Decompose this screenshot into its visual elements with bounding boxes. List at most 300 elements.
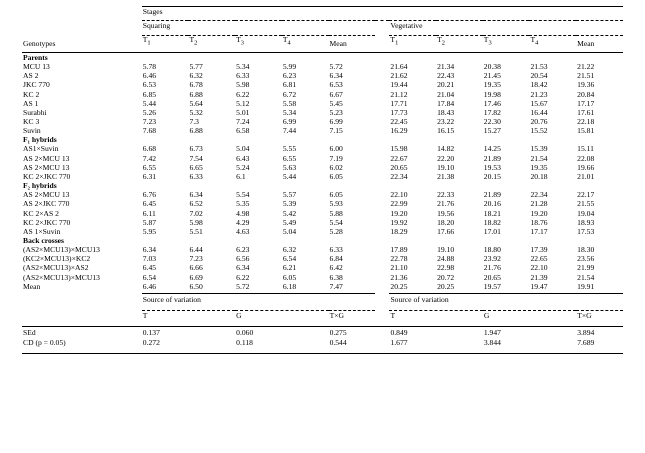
gap-cell bbox=[375, 172, 389, 181]
genotype-name: (AS2×MCU13)×MCU13 bbox=[23, 245, 100, 255]
cell-squaring: 5.44 bbox=[282, 171, 297, 181]
cell-squaring: 5.34 bbox=[236, 62, 250, 72]
cell-vegetative: 22.10 bbox=[530, 263, 548, 273]
cell-vegetative: 22.67 bbox=[390, 153, 408, 163]
cell-squaring: 6.50 bbox=[189, 281, 203, 291]
gap-cell bbox=[375, 163, 389, 172]
cell-vegetative: 21.64 bbox=[390, 62, 408, 72]
cell-vegetative: 17.89 bbox=[390, 245, 408, 255]
cell-vegetative: 19.10 bbox=[437, 162, 455, 172]
gap-cell bbox=[375, 127, 389, 136]
cell-vegetative: 18.42 bbox=[530, 80, 548, 90]
col-header-text: T bbox=[282, 35, 288, 45]
gap-cell bbox=[375, 246, 389, 255]
cell-vegetative: 21.55 bbox=[577, 199, 595, 209]
sov-header-row bbox=[22, 294, 623, 305]
cell-vegetative: 17.61 bbox=[577, 107, 595, 117]
cell-vegetative: 22.78 bbox=[390, 254, 408, 264]
cell-vegetative: 18.20 bbox=[437, 217, 455, 227]
col-header-veg-t4 bbox=[529, 35, 576, 48]
table-row bbox=[22, 145, 623, 154]
cell-squaring: 6.88 bbox=[189, 126, 203, 136]
source-of-variation-sq: Source of variation bbox=[142, 294, 375, 305]
cell-squaring: 6.32 bbox=[189, 71, 203, 81]
gap-cell-f3 bbox=[375, 310, 389, 321]
cell-vegetative: 18.93 bbox=[577, 217, 595, 227]
cell-vegetative: 20.72 bbox=[437, 272, 455, 282]
genotype-name: Surabhi bbox=[23, 107, 47, 117]
cell-vegetative: 20.84 bbox=[577, 89, 595, 99]
cell-vegetative: 23.92 bbox=[483, 254, 501, 264]
cell-vegetative: 22.65 bbox=[530, 254, 548, 264]
sov-col-g-sq: G bbox=[236, 311, 242, 321]
cell-squaring: 6.58 bbox=[236, 126, 250, 136]
stats-table bbox=[22, 293, 623, 353]
cell-squaring: 6.23 bbox=[282, 71, 297, 81]
cell-squaring: 6.85 bbox=[142, 89, 157, 99]
gap-cell-3 bbox=[375, 35, 389, 48]
cell-squaring: 6.55 bbox=[282, 153, 297, 163]
cell-vegetative: 17.17 bbox=[530, 226, 548, 236]
cell-vegetative: 19.53 bbox=[483, 162, 501, 172]
cell-vegetative: 21.62 bbox=[390, 71, 408, 81]
cell-vegetative: 19.91 bbox=[577, 281, 595, 291]
cell-squaring: 6.88 bbox=[189, 89, 203, 99]
empty-footer-cell-2 bbox=[22, 310, 142, 321]
cell-vegetative: 17.71 bbox=[390, 98, 408, 108]
genotype-name: (AS2×MCU13)×AS2 bbox=[23, 263, 89, 273]
stats-row bbox=[22, 326, 623, 337]
cell-squaring: 5.04 bbox=[236, 144, 250, 154]
gap-cell bbox=[375, 255, 389, 264]
stats-cell-squaring: 0.118 bbox=[236, 338, 253, 348]
cell-vegetative: 22.20 bbox=[437, 153, 455, 163]
gap-cell bbox=[375, 337, 389, 348]
cell-squaring: 6.22 bbox=[236, 89, 250, 99]
cell-squaring: 7.47 bbox=[329, 281, 343, 291]
cell-squaring: 5.54 bbox=[236, 190, 250, 200]
empty-cell bbox=[282, 53, 329, 63]
col-header-sub: 3 bbox=[488, 39, 492, 47]
cell-squaring: 6.53 bbox=[142, 80, 157, 90]
cell-vegetative: 15.27 bbox=[483, 126, 501, 136]
cell-vegetative: 18.82 bbox=[483, 217, 501, 227]
col-header-veg-t3 bbox=[483, 35, 530, 48]
cell-squaring: 6.76 bbox=[142, 190, 157, 200]
cell-vegetative: 16.29 bbox=[390, 126, 408, 136]
cell-vegetative: 22.33 bbox=[437, 190, 455, 200]
cell-vegetative: 22.43 bbox=[437, 71, 455, 81]
col-header-sub: 2 bbox=[441, 39, 445, 47]
cell-vegetative: 15.67 bbox=[530, 98, 548, 108]
cell-vegetative: 16.44 bbox=[530, 107, 548, 117]
cell-vegetative: 17.17 bbox=[577, 98, 595, 108]
cell-vegetative: 21.22 bbox=[577, 62, 595, 72]
cell-vegetative: 21.39 bbox=[530, 272, 548, 282]
cell-squaring: 6.54 bbox=[142, 272, 157, 282]
cell-vegetative: 19.66 bbox=[577, 162, 595, 172]
table-row bbox=[22, 273, 623, 282]
stages-header-row bbox=[22, 7, 623, 17]
genotype-name: AS1×Suvin bbox=[23, 144, 59, 154]
cell-vegetative: 19.10 bbox=[437, 245, 455, 255]
cell-squaring: 6.73 bbox=[189, 144, 203, 154]
cell-squaring: 6.72 bbox=[282, 89, 297, 99]
sov-col-txg-veg: T×G bbox=[577, 311, 592, 321]
cell-squaring: 6.33 bbox=[189, 171, 203, 181]
genotype-name: KC 3 bbox=[23, 116, 40, 126]
genotype-name: (AS2×MCU13)×MCU13 bbox=[23, 272, 100, 282]
sov-col-g-veg: G bbox=[483, 311, 490, 321]
empty-cell bbox=[188, 53, 235, 63]
cell-squaring: 6.56 bbox=[236, 254, 250, 264]
cell-vegetative: 15.98 bbox=[390, 144, 408, 154]
cell-squaring: 7.3 bbox=[189, 116, 199, 126]
cell-squaring: 6.44 bbox=[189, 245, 203, 255]
cell-vegetative: 19.57 bbox=[483, 281, 501, 291]
cell-vegetative: 17.53 bbox=[577, 226, 595, 236]
genotype-name: AS 2×MCU 13 bbox=[23, 190, 70, 200]
cell-squaring: 5.12 bbox=[236, 98, 250, 108]
cell-squaring: 6.53 bbox=[329, 80, 343, 90]
table-row bbox=[22, 90, 623, 99]
cell-squaring: 6.46 bbox=[142, 71, 157, 81]
cell-squaring: 6.54 bbox=[282, 254, 297, 264]
cell-vegetative: 21.51 bbox=[577, 71, 595, 81]
cell-vegetative: 18.80 bbox=[483, 245, 501, 255]
cell-squaring: 4.98 bbox=[236, 208, 250, 218]
solid-rule-bottom bbox=[22, 348, 623, 353]
col-header-sub: 4 bbox=[287, 39, 291, 47]
genotype-name: JKC 770 bbox=[23, 80, 50, 90]
cell-squaring: 5.55 bbox=[282, 144, 297, 154]
col-header-text: T bbox=[483, 35, 489, 45]
sov-col-t-sq: T bbox=[142, 311, 148, 321]
cell-squaring: 7.44 bbox=[282, 126, 297, 136]
cell-squaring: 7.54 bbox=[189, 153, 203, 163]
gap-cell-f bbox=[375, 294, 389, 305]
col-header-sub: 1 bbox=[147, 39, 151, 47]
gap-cell bbox=[375, 209, 389, 218]
cell-vegetative: 18.43 bbox=[437, 107, 455, 117]
cell-squaring: 5.88 bbox=[329, 208, 343, 218]
cell-squaring: 5.34 bbox=[282, 107, 297, 117]
empty-cell bbox=[483, 53, 530, 63]
cell-vegetative: 21.54 bbox=[577, 272, 595, 282]
col-header-sq-t2 bbox=[188, 35, 235, 48]
table-row bbox=[22, 163, 623, 172]
cell-squaring: 5.26 bbox=[142, 107, 157, 117]
empty-cell bbox=[436, 53, 483, 63]
cell-vegetative: 22.30 bbox=[483, 116, 501, 126]
cell-vegetative: 21.34 bbox=[437, 62, 455, 72]
cell-vegetative: 19.44 bbox=[390, 80, 408, 90]
cell-squaring: 5.72 bbox=[329, 62, 343, 72]
cell-squaring: 6.52 bbox=[189, 199, 203, 209]
gap-cell bbox=[375, 81, 389, 90]
cell-squaring: 5.32 bbox=[189, 107, 203, 117]
cell-squaring: 5.49 bbox=[282, 217, 297, 227]
gap-cell bbox=[375, 117, 389, 126]
cell-vegetative: 20.15 bbox=[483, 171, 501, 181]
cell-vegetative: 20.25 bbox=[437, 281, 455, 291]
gap-cell bbox=[375, 264, 389, 273]
cell-squaring: 6.1 bbox=[236, 171, 246, 181]
empty-cell bbox=[375, 136, 389, 145]
stats-label: CD (p = 0.05) bbox=[23, 338, 66, 348]
cell-squaring: 6.05 bbox=[329, 190, 343, 200]
cell-vegetative: 20.21 bbox=[437, 80, 455, 90]
cell-squaring: 7.15 bbox=[329, 126, 343, 136]
cell-squaring: 6.05 bbox=[329, 171, 343, 181]
cell-vegetative: 14.82 bbox=[437, 144, 455, 154]
cell-squaring: 5.58 bbox=[282, 98, 297, 108]
stats-cell-squaring: 0.060 bbox=[236, 327, 254, 337]
cell-squaring: 5.93 bbox=[329, 199, 343, 209]
section-title: Back crosses bbox=[23, 236, 64, 246]
cell-vegetative: 21.12 bbox=[390, 89, 408, 99]
cell-vegetative: 19.35 bbox=[483, 80, 501, 90]
cell-squaring: 6.22 bbox=[236, 272, 250, 282]
cell-vegetative: 22.17 bbox=[577, 190, 595, 200]
col-header-sq-t3 bbox=[235, 35, 282, 48]
col-header-veg-t2 bbox=[436, 35, 483, 48]
cell-squaring: 4.29 bbox=[236, 217, 250, 227]
col-header-sq-mean: Mean bbox=[329, 38, 347, 48]
cell-squaring: 7.03 bbox=[142, 254, 157, 264]
gap-cell bbox=[375, 326, 389, 337]
cell-squaring: 5.63 bbox=[282, 162, 297, 172]
col-header-sq-t4 bbox=[282, 35, 329, 48]
empty-footer-cell bbox=[22, 294, 142, 305]
cell-vegetative: 21.01 bbox=[577, 171, 595, 181]
genotype-name: (KC2×MCU13)×KC2 bbox=[23, 254, 91, 264]
squaring-label: Squaring bbox=[142, 20, 171, 30]
col-header-text: T bbox=[437, 35, 442, 45]
cell-squaring: 5.24 bbox=[236, 162, 250, 172]
cell-vegetative: 21.89 bbox=[483, 153, 501, 163]
cell-squaring: 6.55 bbox=[142, 162, 157, 172]
genotypes-header: Genotypes bbox=[23, 38, 56, 48]
cell-vegetative: 17.82 bbox=[483, 107, 501, 117]
cell-squaring: 6.18 bbox=[282, 281, 297, 291]
cell-squaring: 7.23 bbox=[189, 254, 203, 264]
cell-squaring: 6.00 bbox=[329, 144, 343, 154]
genotype-name: KC 2×JKC 770 bbox=[23, 171, 71, 181]
empty-cell bbox=[375, 236, 389, 245]
cell-vegetative: 22.34 bbox=[390, 171, 408, 181]
cell-squaring: 6.99 bbox=[329, 116, 343, 126]
cell-vegetative: 15.11 bbox=[577, 144, 594, 154]
cell-squaring: 6.32 bbox=[282, 245, 297, 255]
col-header-veg-t1 bbox=[389, 35, 436, 48]
cell-squaring: 5.35 bbox=[236, 199, 250, 209]
cell-squaring: 6.45 bbox=[142, 263, 157, 273]
cell-vegetative: 17.01 bbox=[483, 226, 501, 236]
cell-vegetative: 21.45 bbox=[483, 71, 501, 81]
cell-vegetative: 15.81 bbox=[577, 126, 595, 136]
cell-squaring: 6.02 bbox=[329, 162, 343, 172]
cell-vegetative: 15.52 bbox=[530, 126, 548, 136]
col-header-sub: 1 bbox=[395, 39, 399, 47]
section-title: F₁ hybrids bbox=[23, 135, 57, 145]
stats-cell-squaring: 0.272 bbox=[142, 338, 160, 348]
cell-vegetative: 15.39 bbox=[530, 144, 548, 154]
cell-vegetative: 17.73 bbox=[390, 107, 408, 117]
empty-cell bbox=[22, 7, 142, 17]
cell-squaring: 5.57 bbox=[282, 190, 297, 200]
cell-squaring: 6.45 bbox=[142, 199, 157, 209]
cell-squaring: 5.64 bbox=[189, 98, 203, 108]
stats-cell-vegetative: 7.689 bbox=[577, 338, 595, 348]
cell-vegetative: 21.76 bbox=[483, 263, 501, 273]
cell-vegetative: 22.99 bbox=[390, 199, 408, 209]
cell-squaring: 5.04 bbox=[282, 226, 297, 236]
cell-squaring: 4.63 bbox=[236, 226, 250, 236]
col-header-sq-t1 bbox=[142, 35, 189, 48]
source-of-variation-veg: Source of variation bbox=[389, 294, 623, 305]
cell-squaring: 6.65 bbox=[189, 162, 203, 172]
cell-squaring: 5.39 bbox=[282, 199, 297, 209]
cell-squaring: 5.51 bbox=[189, 226, 203, 236]
cell-squaring: 5.28 bbox=[329, 226, 343, 236]
cell-squaring: 5.01 bbox=[236, 107, 250, 117]
cell-vegetative: 16.15 bbox=[437, 126, 455, 136]
gap-cell bbox=[375, 227, 389, 236]
results-table bbox=[22, 6, 623, 291]
stage-names-row bbox=[22, 21, 623, 31]
stages-label: Stages bbox=[142, 7, 623, 17]
cell-squaring: 5.42 bbox=[282, 208, 297, 218]
col-header-sub: 3 bbox=[240, 39, 244, 47]
stats-label: SEd bbox=[23, 327, 36, 337]
cell-vegetative: 19.98 bbox=[483, 89, 501, 99]
gap-cell bbox=[375, 145, 389, 154]
cell-vegetative: 22.34 bbox=[530, 190, 548, 200]
cell-squaring: 5.54 bbox=[329, 217, 343, 227]
cell-vegetative: 20.25 bbox=[390, 281, 408, 291]
cell-squaring: 6.34 bbox=[189, 190, 203, 200]
cell-squaring: 6.34 bbox=[142, 245, 157, 255]
genotype-name: AS 1×Suvin bbox=[23, 226, 61, 236]
cell-vegetative: 21.23 bbox=[530, 89, 548, 99]
cell-squaring: 5.72 bbox=[236, 281, 250, 291]
cell-vegetative: 19.20 bbox=[530, 208, 548, 218]
gap-cell bbox=[375, 99, 389, 108]
genotype-name: Suvin bbox=[23, 126, 41, 136]
cell-squaring: 6.33 bbox=[236, 71, 250, 81]
cell-squaring: 6.11 bbox=[142, 208, 156, 218]
cell-squaring: 6.68 bbox=[142, 144, 157, 154]
stats-cell-squaring: 0.544 bbox=[329, 338, 347, 348]
empty-cell-2 bbox=[22, 21, 142, 31]
section-header-row bbox=[22, 53, 623, 63]
cell-vegetative: 19.56 bbox=[437, 208, 455, 218]
col-header-text: T bbox=[530, 35, 536, 45]
genotype-name: AS 2×MCU 13 bbox=[23, 162, 70, 172]
cell-vegetative: 19.20 bbox=[390, 208, 408, 218]
stats-body bbox=[22, 326, 623, 348]
cell-squaring: 6.33 bbox=[329, 245, 343, 255]
gap-cell bbox=[375, 72, 389, 81]
table-row bbox=[22, 282, 623, 291]
cell-vegetative: 19.36 bbox=[577, 80, 595, 90]
stats-cell-vegetative: 1.677 bbox=[390, 338, 408, 348]
cell-squaring: 5.98 bbox=[189, 217, 203, 227]
gap-cell bbox=[375, 218, 389, 227]
cell-squaring: 6.42 bbox=[329, 263, 343, 273]
genotype-name: KC 2×AS 2 bbox=[23, 208, 59, 218]
cell-vegetative: 23.56 bbox=[577, 254, 595, 264]
table-row bbox=[22, 154, 623, 163]
cell-vegetative: 24.88 bbox=[437, 254, 455, 264]
cell-vegetative: 20.38 bbox=[483, 62, 501, 72]
genotype-name: MCU 13 bbox=[23, 62, 50, 72]
cell-squaring: 6.34 bbox=[236, 263, 250, 273]
col-header-text: T bbox=[390, 35, 396, 45]
table-row bbox=[22, 127, 623, 136]
cell-squaring: 5.87 bbox=[142, 217, 157, 227]
gap-cell bbox=[375, 273, 389, 282]
cell-vegetative: 21.54 bbox=[530, 153, 548, 163]
cell-vegetative: 21.99 bbox=[577, 263, 595, 273]
stats-cell-vegetative: 1.947 bbox=[483, 327, 501, 337]
cell-squaring: 6.78 bbox=[189, 80, 203, 90]
cell-squaring: 6.46 bbox=[142, 281, 157, 291]
cell-squaring: 5.45 bbox=[329, 98, 343, 108]
cell-vegetative: 19.04 bbox=[577, 208, 595, 218]
col-header-sub: 4 bbox=[535, 39, 539, 47]
cell-squaring: 5.98 bbox=[236, 80, 250, 90]
cell-vegetative: 20.65 bbox=[390, 162, 408, 172]
cell-squaring: 6.69 bbox=[189, 272, 203, 282]
cell-squaring: 6.99 bbox=[282, 116, 297, 126]
cell-vegetative: 18.76 bbox=[530, 217, 548, 227]
genotype-name: AS 2×JKC 770 bbox=[23, 199, 70, 209]
section-title: F₂ hybrids bbox=[23, 181, 57, 191]
cell-squaring: 5.78 bbox=[142, 62, 157, 72]
cell-vegetative: 18.29 bbox=[390, 226, 408, 236]
cell-vegetative: 20.16 bbox=[483, 199, 501, 209]
genotype-name: KC 2 bbox=[23, 89, 40, 99]
table-row bbox=[22, 172, 623, 181]
cell-vegetative: 22.08 bbox=[577, 153, 595, 163]
cell-vegetative: 19.35 bbox=[530, 162, 548, 172]
gap-cell bbox=[375, 21, 389, 31]
cell-vegetative: 22.10 bbox=[390, 190, 408, 200]
document-page bbox=[0, 6, 645, 453]
genotype-name: Mean bbox=[23, 281, 41, 291]
cell-squaring: 5.77 bbox=[189, 62, 203, 72]
gap-cell bbox=[375, 108, 389, 117]
empty-cell bbox=[142, 53, 189, 63]
gap-cell bbox=[375, 282, 389, 291]
cell-vegetative: 21.04 bbox=[437, 89, 455, 99]
cell-squaring: 7.68 bbox=[142, 126, 157, 136]
gap-cell bbox=[375, 90, 389, 99]
cell-squaring: 7.24 bbox=[236, 116, 250, 126]
empty-cell bbox=[329, 53, 376, 63]
stats-row bbox=[22, 337, 623, 348]
table-row bbox=[22, 227, 623, 236]
empty-cell bbox=[576, 53, 623, 63]
section-title: Parents bbox=[23, 52, 48, 62]
gap-cell bbox=[375, 62, 389, 71]
cell-vegetative: 21.10 bbox=[390, 263, 408, 273]
sov-col-t-veg: T bbox=[390, 311, 396, 321]
empty-cell bbox=[235, 53, 282, 63]
cell-vegetative: 22.98 bbox=[437, 263, 455, 273]
